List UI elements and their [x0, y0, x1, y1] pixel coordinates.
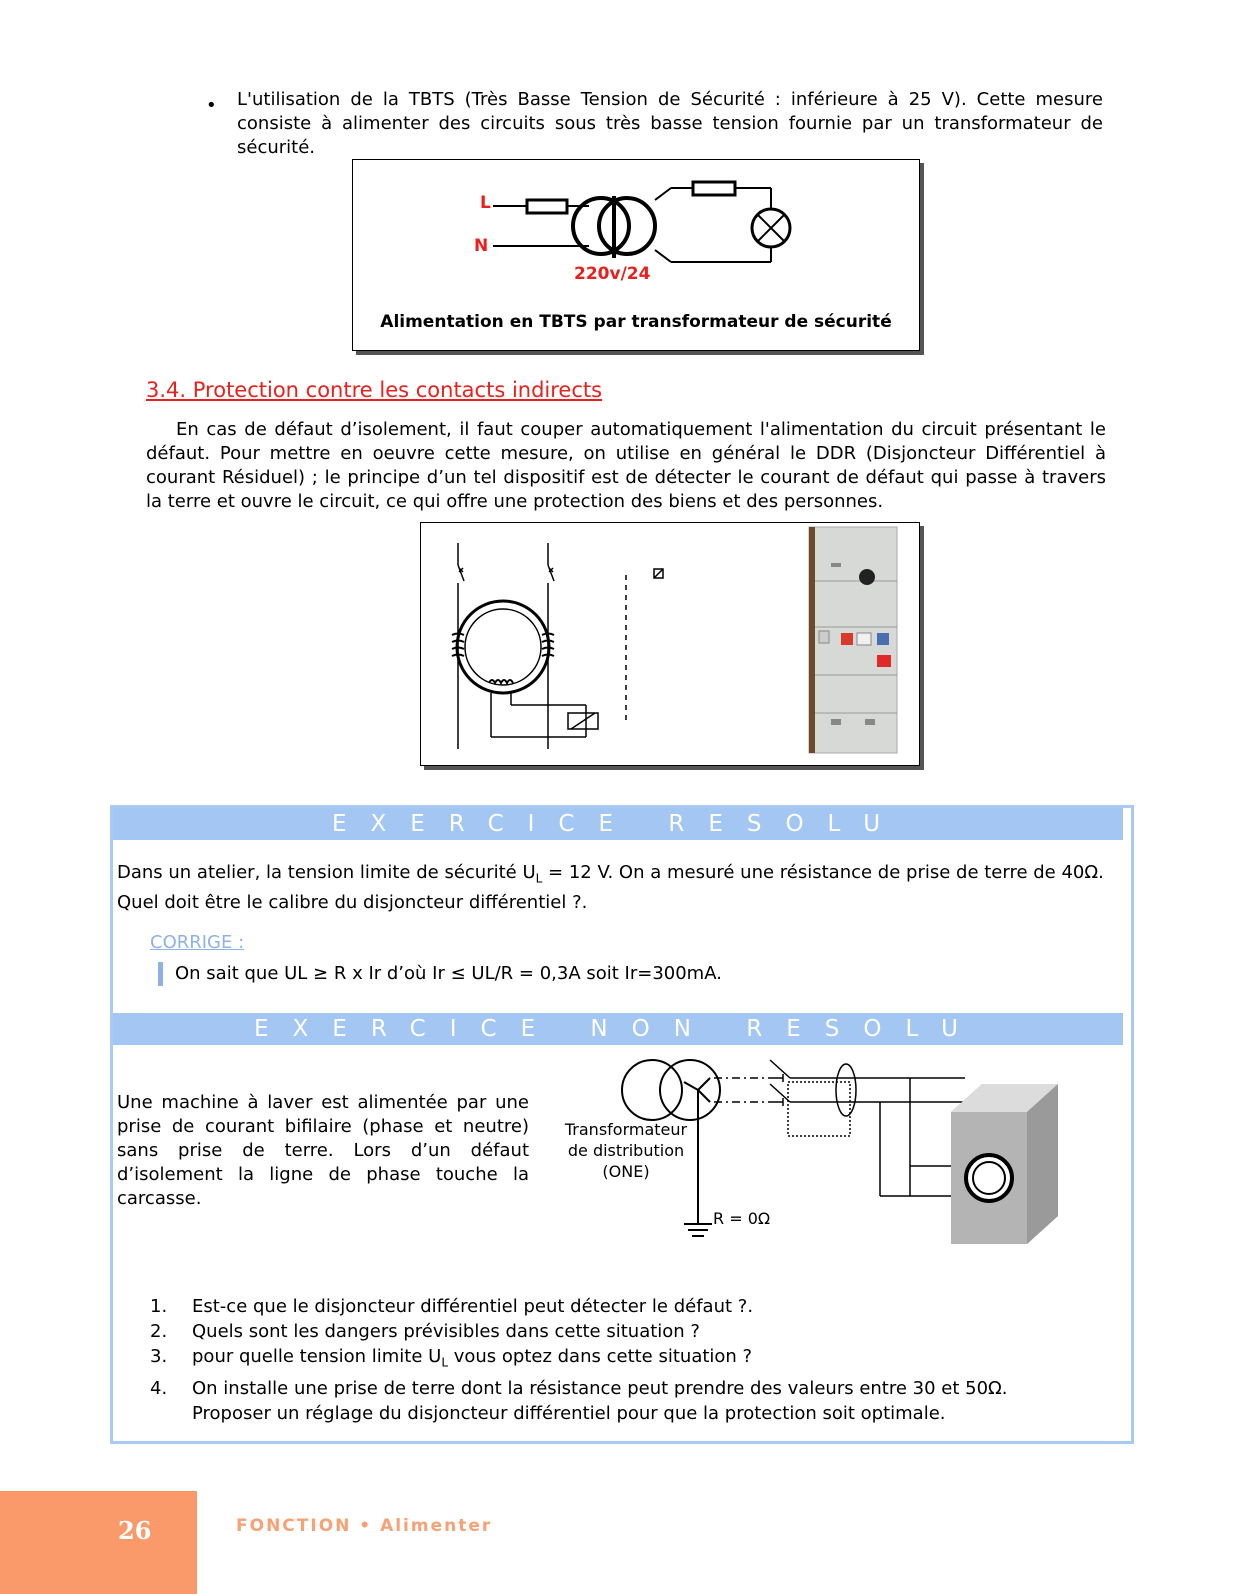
ddr-figure [420, 522, 920, 766]
ddr-schematic [421, 523, 919, 765]
section-heading: 3.4. Protection contre les contacts indirects [146, 378, 603, 402]
section-paragraph: En cas de défaut d’isolement, il faut couper automatiquement l'alimentation du circuit présentant le défaut. Pour mettre en oeuvre cette mesure, on utilise en général le DDR (Disjoncteur Différentiel à courant Résiduel) ; le principe d’un tel dispositif est de détecter le courant de défaut qui passe à travers la terre et ouvre le circuit, ce qui offre une protection des biens et des personnes. [146, 419, 1106, 512]
transformer-label [551, 1119, 701, 1182]
line-N-label: N [474, 236, 489, 256]
exercise-unsolved-title: EXERCICE NON RESOLU [113, 1013, 1123, 1045]
tbts-figure [352, 159, 920, 351]
page-number: 26 [118, 1516, 152, 1545]
exercise-solved-title: EXERCICE RESOLU [113, 808, 1123, 840]
exercise-unsolved-text: Une machine à laver est alimentée par une prise de courant bifilaire (phase et neutre) sans prise de terre. Lors d’un défaut d’isolement la ligne de phase touche la carcasse. [117, 1092, 529, 1209]
footer-label: FONCTION • Alimenter [236, 1516, 493, 1536]
question-number: 2. [150, 1321, 168, 1342]
transformer-label-line2: de distribution [567, 1141, 685, 1160]
bullet-marker: • [206, 95, 217, 116]
exercise-solved-text-a: Dans un atelier, la tension limite de sécurité U [117, 862, 536, 883]
question-list [150, 1294, 1050, 1426]
transformer-label-line3: (ONE) [602, 1162, 650, 1181]
exercise-solved-text [117, 861, 1117, 915]
question-text-b: vous optez dans cette situation ? [448, 1346, 753, 1367]
question-number: 3. [150, 1346, 168, 1367]
question-number: 1. [150, 1296, 168, 1317]
question-item [150, 1376, 1050, 1426]
question-text-a: pour quelle tension limite U [192, 1346, 442, 1367]
exercise-solved-text-b: = 12 V. On a mesuré une résistance de prise de terre de 40Ω. Quel doit être le calibre du disjoncteur différentiel ?. [117, 862, 1104, 913]
question-subscript: L [441, 1355, 448, 1370]
question-text: On installe une prise de terre dont la résistance peut prendre des valeurs entre 30 et 50Ω. Proposer un réglage du disjoncteur différentiel pour que la protection soit optimale. [192, 1377, 1008, 1424]
exercise-solved-subscript: L [535, 871, 543, 886]
ddr-device-photo [809, 527, 897, 753]
corrige-label: CORRIGE : [150, 932, 245, 953]
question-text [192, 1344, 752, 1376]
transformer-label-line1: Transformateur [564, 1120, 688, 1139]
earth-resistance-label: R = 0Ω [713, 1209, 771, 1228]
question-number: 4. [150, 1377, 168, 1399]
tbts-caption: Alimentation en TBTS par transformateur de sécurité [380, 312, 892, 332]
transformer-ratio-label: 220v/24 [574, 264, 651, 284]
question-text: Est-ce que le disjoncteur différentiel peut détecter le défaut ?. [192, 1296, 754, 1317]
question-item [150, 1344, 1050, 1376]
question-text: Quels sont les dangers prévisibles dans cette situation ? [192, 1321, 700, 1342]
line-L-label: L [480, 193, 491, 213]
intro-text: L'utilisation de la TBTS (Très Basse Tension de Sécurité : inférieure à 25 V). Cette mesure consiste à alimenter des circuits sous très basse tension fournie par un transformateur de sécurité. [237, 89, 1103, 158]
question-item [150, 1319, 1050, 1344]
washing-machine [951, 1084, 1058, 1244]
corrige-answer: On sait que UL ≥ R x Ir d’où Ir ≤ UL/R = 0,3A soit Ir=300mA. [158, 962, 722, 986]
question-item [150, 1294, 1050, 1319]
